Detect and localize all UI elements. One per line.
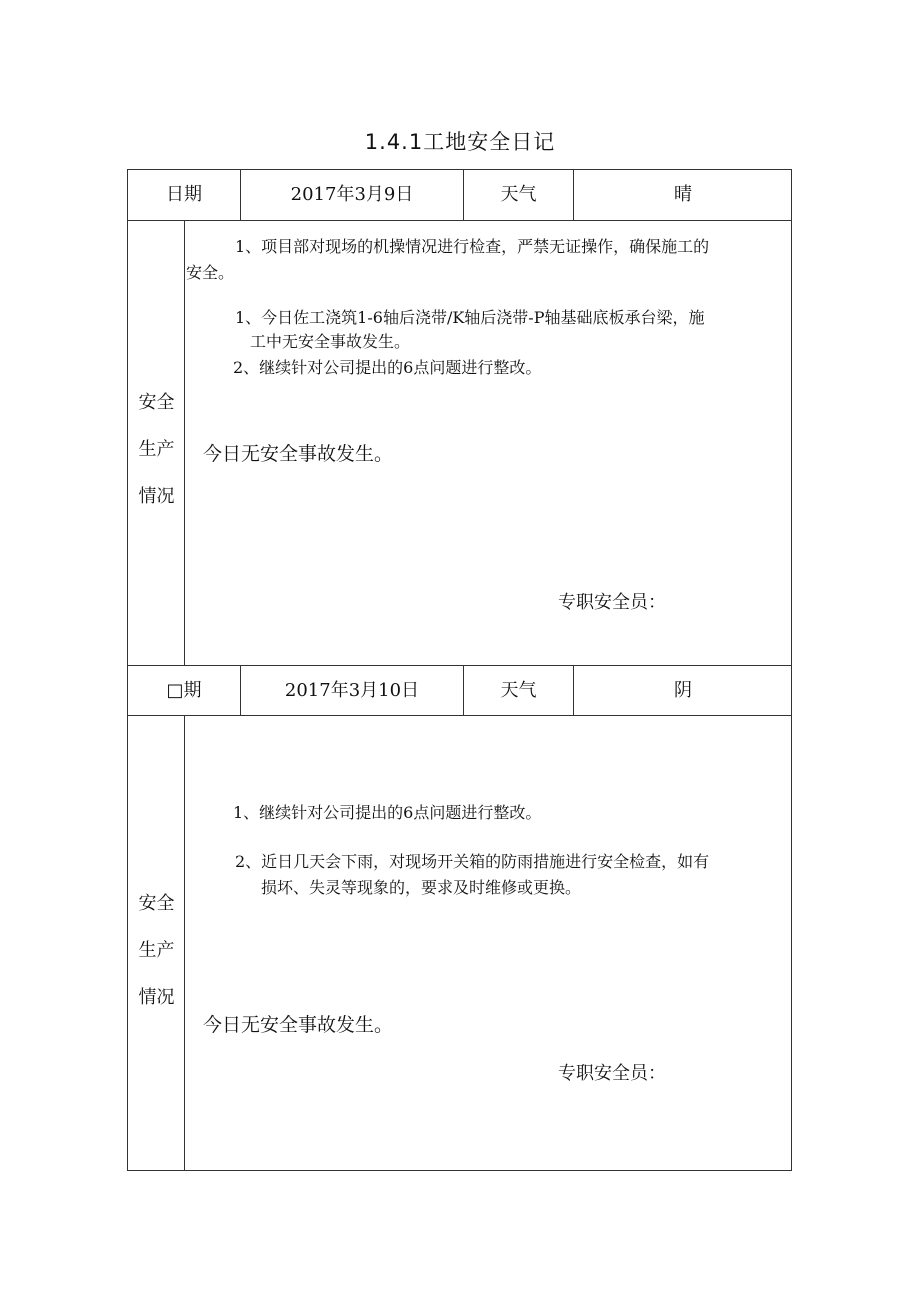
- entry-body: [128, 221, 791, 665]
- summary-text: 今日无安全事故发生。: [203, 443, 394, 465]
- weather-value: 阴: [674, 680, 692, 701]
- entry-header-row: [128, 170, 791, 221]
- weather-value: 晴: [674, 184, 692, 205]
- entry-line: 安全。: [186, 263, 235, 282]
- document-title: 1.4.1工地安全日记: [364, 130, 556, 154]
- diary-entry-1: [127, 169, 792, 666]
- entry-line: 2、继续针对公司提出的6点问题进行整改。: [233, 358, 542, 377]
- weather-label: 天气: [464, 170, 574, 220]
- section-label-column: [128, 716, 185, 1170]
- entry-line: 工中无安全事故发生。: [250, 332, 411, 351]
- date-value: 2017年3月9日: [241, 170, 464, 220]
- section-label: 安全 生产 情况: [138, 392, 175, 507]
- entry-line: 2、近日几天会下雨，对现场开关箱的防雨措施进行安全检查，如有: [235, 852, 710, 871]
- weather-label: 天气: [464, 666, 574, 716]
- entry-body: [128, 716, 791, 1170]
- entry-header-row: [128, 666, 791, 716]
- safety-officer-signature: 专职安全员：: [558, 1063, 666, 1084]
- entry-line: 1、项目部对现场的机操情况进行检查，严禁无证操作，确保施工的: [235, 237, 710, 256]
- date-value: 2017年3月10日: [241, 666, 464, 716]
- entry-line: 1、继续针对公司提出的6点问题进行整改。: [233, 803, 542, 822]
- section-label: 安全 生产 情况: [138, 893, 175, 1008]
- diary-entry-2: [127, 665, 792, 1171]
- entry-line: 1、今日佐工浇筑1-6轴后浇带/K轴后浇带-P轴基础底板承台梁，施: [235, 308, 705, 327]
- section-label-column: [128, 221, 185, 665]
- safety-officer-signature: 专职安全员：: [558, 592, 666, 613]
- entry-line: 损坏、失灵等现象的，要求及时维修或更换。: [261, 878, 582, 897]
- date-label: □期: [128, 666, 241, 716]
- date-label: 日期: [128, 170, 241, 220]
- summary-text: 今日无安全事故发生。: [203, 1014, 394, 1036]
